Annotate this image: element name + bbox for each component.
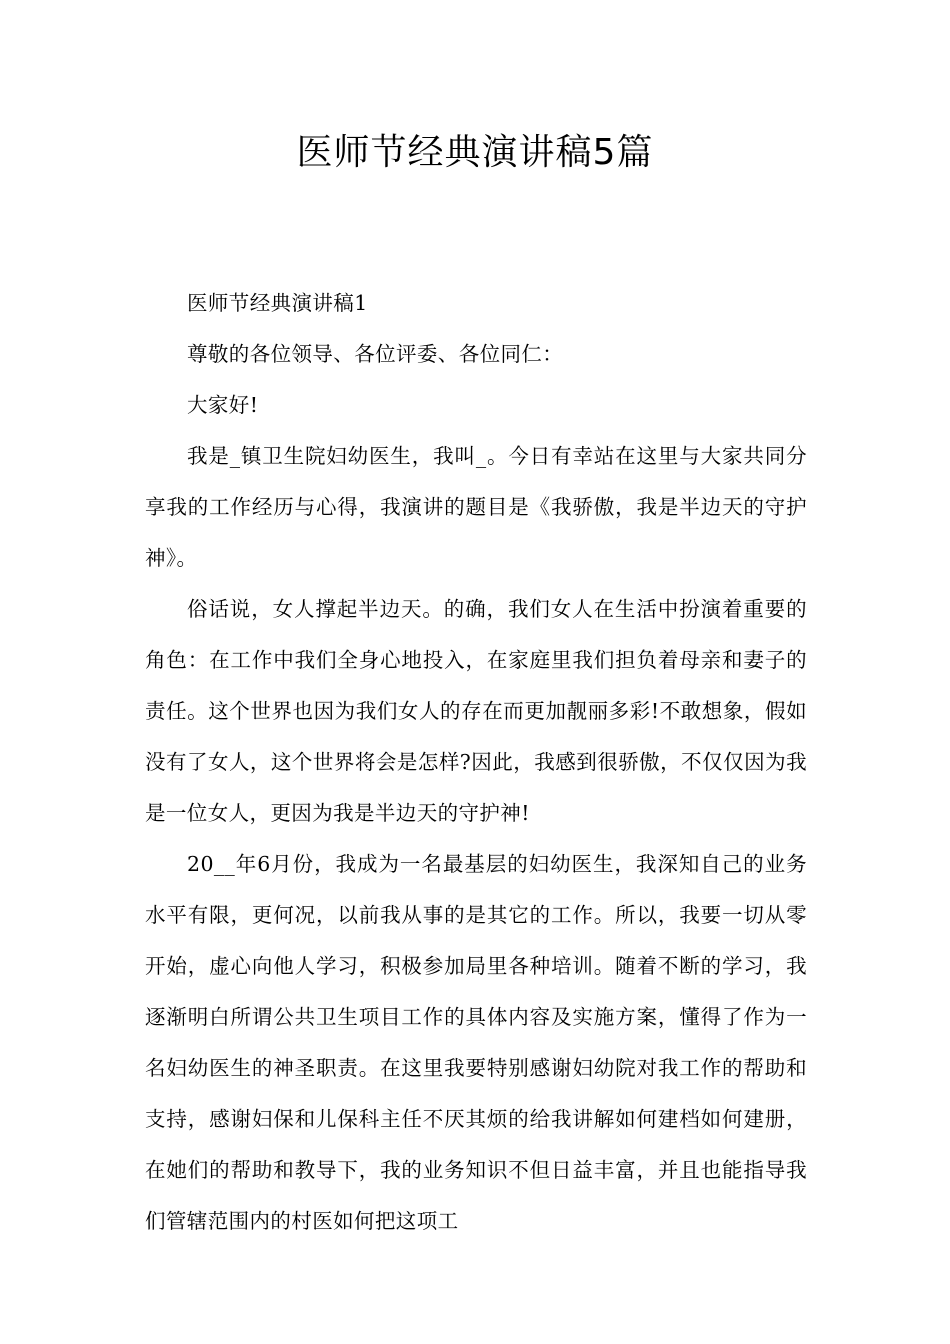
paragraph-body-2: 20__年6月份，我成为一名最基层的妇幼医生，我深知自己的业务水平有限，更何况，以前我从事的是其它的工作。所以，我要一切从零开始，虚心向他人学习，积极参加局里各种培训。随着不断的学习，我逐渐明白所谓公共卫生项目工作的具体内容及实施方案，懂得了作为一名妇幼医生的神圣职责。在这里我要特别感谢妇幼院对我工作的帮助和支持，感谢妇保和儿保科主任不厌其烦的给我讲解如何建档如何建册，在她们的帮助和教导下，我的业务知识不但日益丰富，并且也能指导我们管辖范围内的村医如何把这项工 bbox=[145, 852, 807, 1233]
paragraph-salutation: 尊敬的各位领导、各位评委、各位同仁： bbox=[187, 342, 564, 366]
paragraph-section-heading: 医师节经典演讲稿1 bbox=[187, 291, 368, 315]
paragraph-greeting: 大家好! bbox=[187, 393, 259, 417]
paragraph-body-1: 俗话说，女人撑起半边天。的确，我们女人在生活中扮演着重要的角色：在工作中我们全身心地投入，在家庭里我们担负着母亲和妻子的责任。这个世界也因为我们女人的存在而更加靓丽多彩!不敢想象，假如没有了女人，这个世界将会是怎样?因此，我感到很骄傲，不仅仅因为我是一位女人，更因为我是半边天的守护神! bbox=[145, 597, 807, 825]
document-body bbox=[145, 278, 807, 1247]
document-title: 医师节经典演讲稿5篇 bbox=[296, 132, 654, 173]
paragraph-introduction: 我是_镇卫生院妇幼医生，我叫_。今日有幸站在这里与大家共同分享我的工作经历与心得，我演讲的题目是《我骄傲，我是半边天的守护神》。 bbox=[145, 444, 807, 570]
